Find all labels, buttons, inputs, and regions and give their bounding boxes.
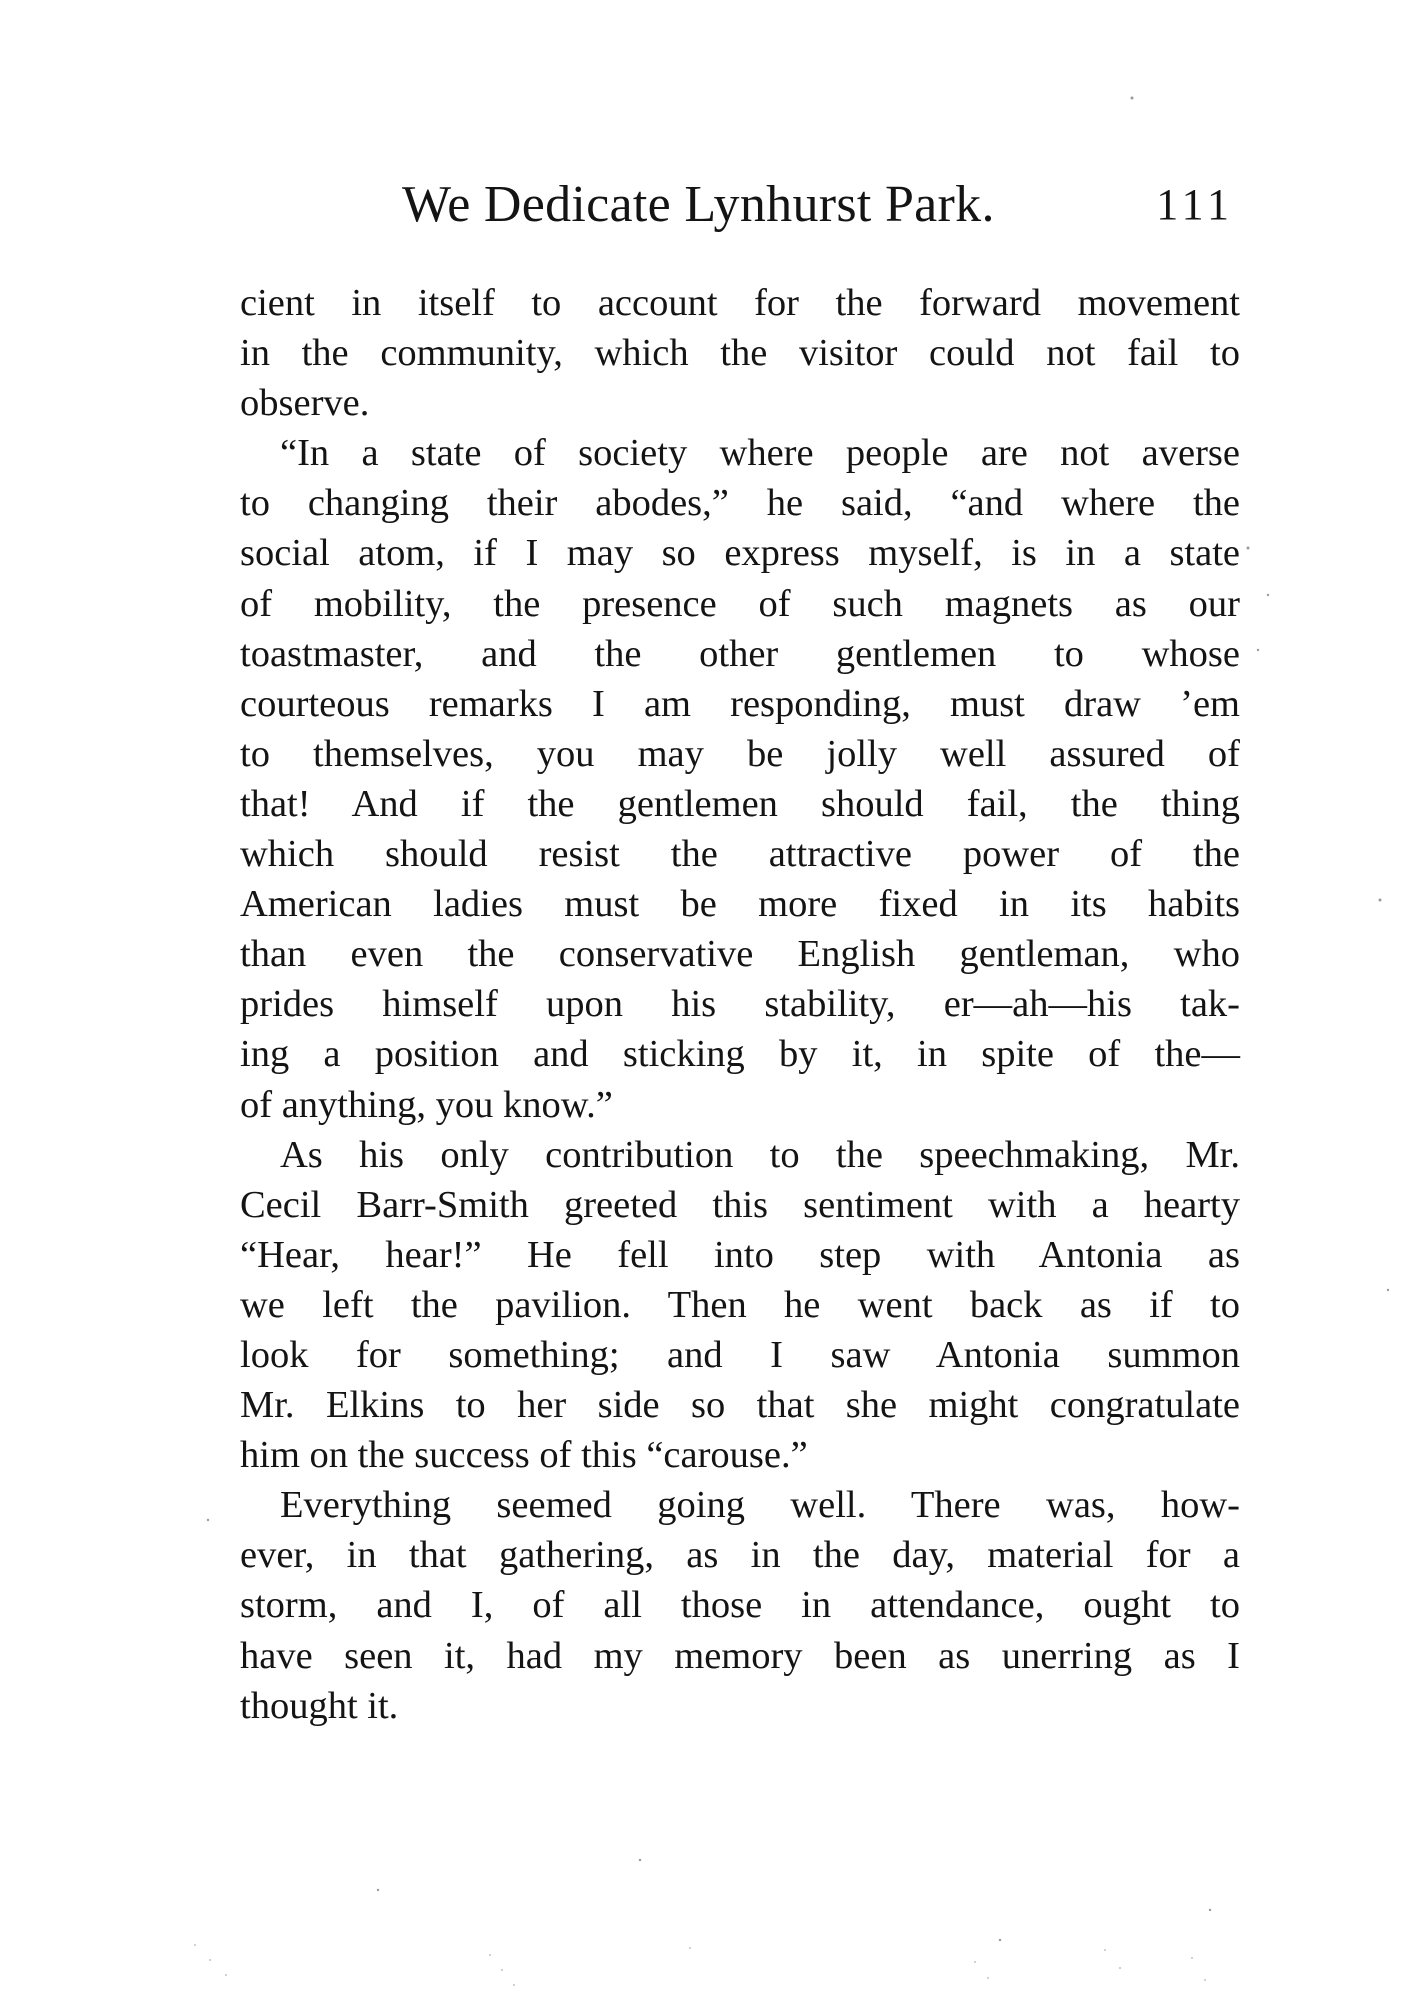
paragraph-first-line: As his only contribution to the speechmaking, Mr. (280, 1133, 1240, 1176)
paragraph-first-line: Everything seemed going well. There was, how- (280, 1484, 1240, 1527)
text-line: have seen it, had my memory been as unerring as I (240, 1634, 1240, 1677)
text-line: of anything, you know.” (240, 1083, 613, 1126)
text-line: of mobility, the presence of such magnets as our (240, 582, 1240, 625)
text-line: him on the success of this “carouse.” (240, 1434, 808, 1477)
text-line: “Hear, hear!” He fell into step with Antonia as (240, 1233, 1240, 1276)
body-text (240, 278, 1240, 1731)
text-line: to themselves, you may be jolly well assured of (240, 732, 1240, 775)
text-line: look for something; and I saw Antonia summon (240, 1333, 1240, 1376)
text-line: cient in itself to account for the forward movement (240, 282, 1240, 324)
text-line: in the community, which the visitor could not fail to (240, 332, 1240, 375)
text-line: we left the pavilion. Then he went back as if to (240, 1283, 1240, 1326)
text-line: than even the conservative English gentleman, who (240, 933, 1240, 976)
page-number: 111 (1156, 180, 1234, 229)
text-line: toastmaster, and the other gentlemen to whose (240, 632, 1240, 675)
text-line: thought it. (240, 1684, 399, 1727)
text-line: that! And if the gentlemen should fail, the thing (240, 782, 1240, 825)
text-line: social atom, if I may so express myself, is in a state (240, 532, 1240, 575)
text-line: courteous remarks I am responding, must draw ’em (240, 682, 1240, 725)
text-line: Cecil Barr-Smith greeted this sentiment with a hearty (240, 1183, 1240, 1226)
text-line: ing a position and sticking by it, in spite of the— (240, 1033, 1240, 1076)
text-line: storm, and I, of all those in attendance, ought to (240, 1584, 1240, 1627)
text-line: American ladies must be more fixed in its habits (240, 883, 1240, 926)
running-title: We Dedicate Lynhurst Park. (402, 176, 995, 233)
text-line: which should resist the attractive power of the (240, 833, 1240, 876)
running-head (240, 170, 1240, 240)
text-line: ever, in that gathering, as in the day, material for a (240, 1534, 1240, 1577)
text-line: observe. (240, 382, 370, 425)
paragraph-first-line: “In a state of society where people are not averse (280, 432, 1240, 475)
text-line: Mr. Elkins to her side so that she might congratulate (240, 1384, 1240, 1427)
text-line: to changing their abodes,” he said, “and where the (240, 482, 1240, 525)
text-line: prides himself upon his stability, er—ah—his tak- (240, 983, 1240, 1026)
